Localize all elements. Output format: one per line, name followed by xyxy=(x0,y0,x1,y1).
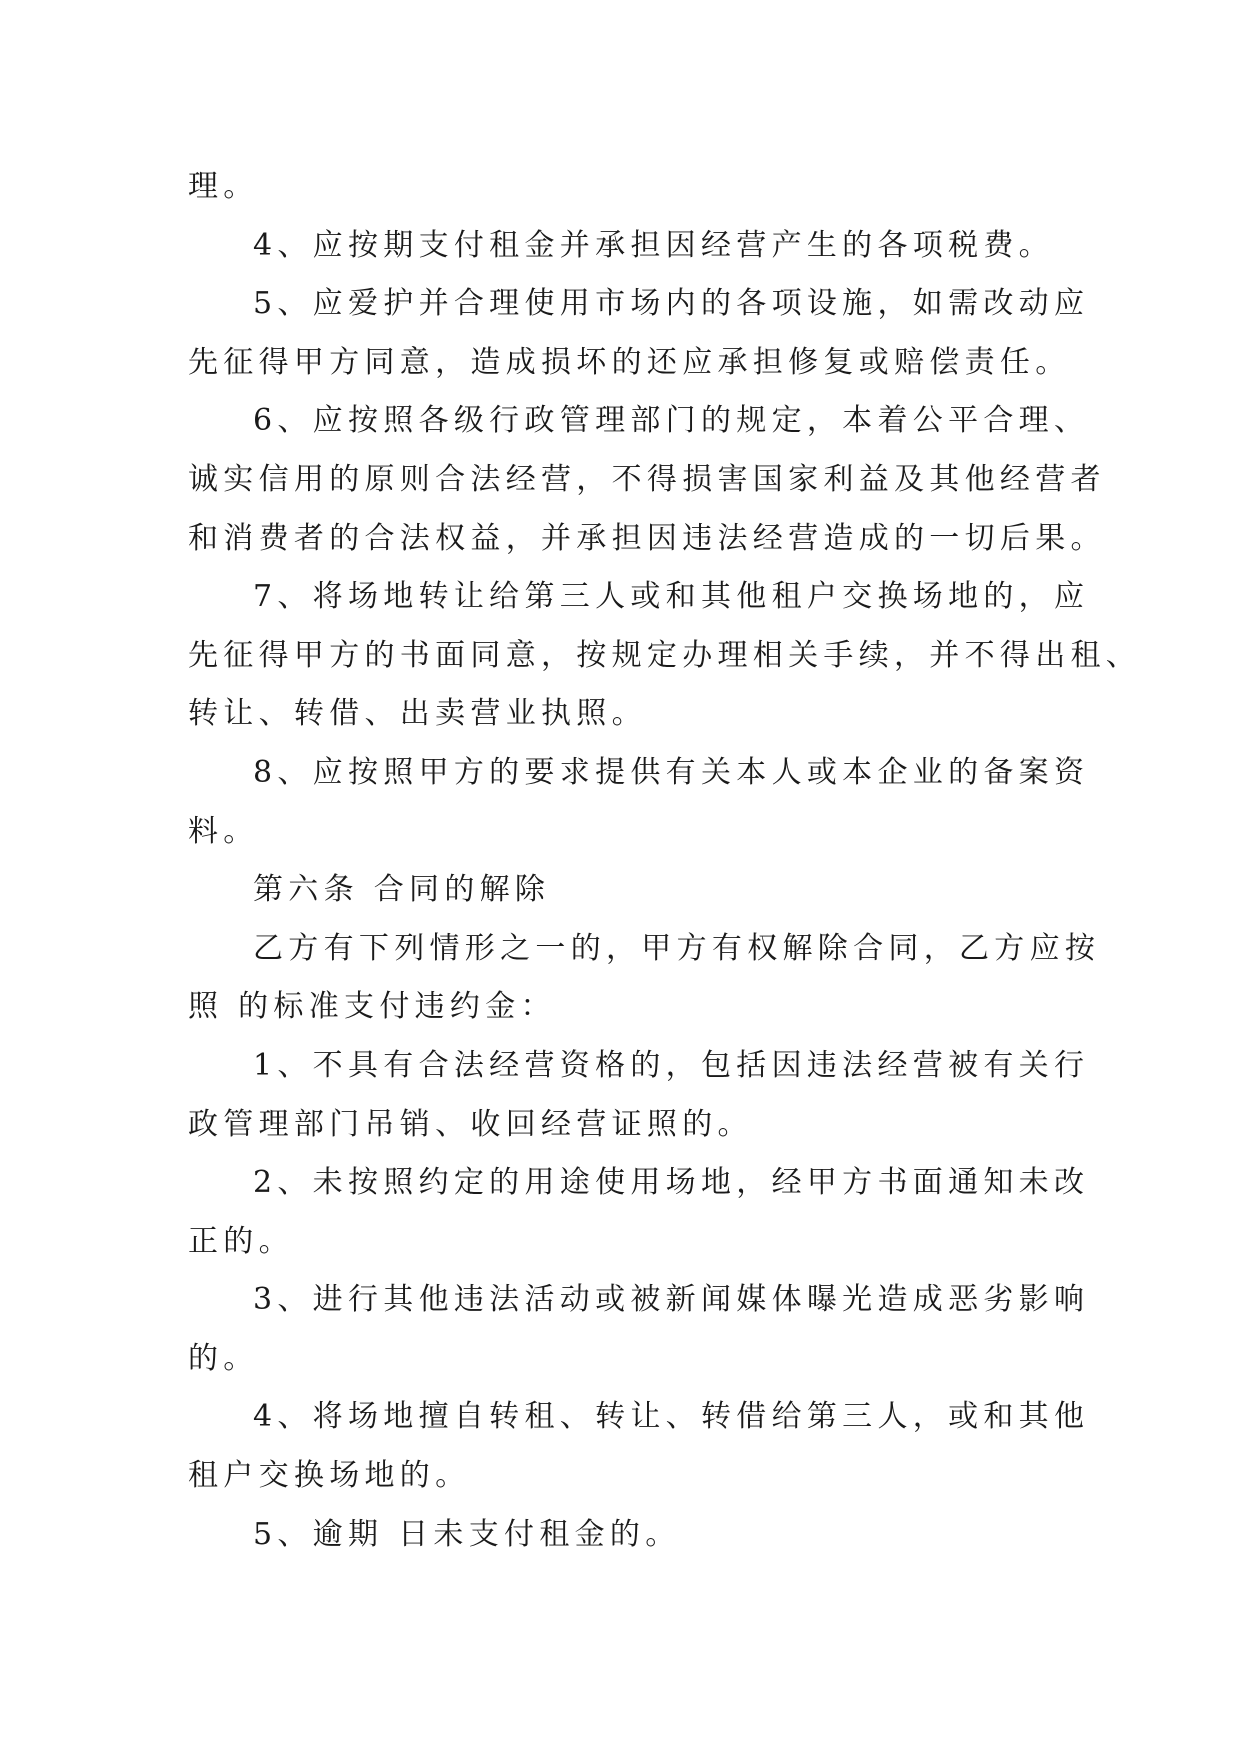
text-line: 理。 xyxy=(188,169,259,204)
text-line: 转让、转借、出卖营业执照。 xyxy=(188,696,647,732)
text-line: 先征得甲方同意，造成损坏的还应承担修复或赔偿责任。 xyxy=(188,344,1071,380)
text-line: 诚实信用的原则合法经营，不得损害国家利益及其他经营者 xyxy=(188,461,1106,497)
text-line: 租户交换场地的。 xyxy=(188,1458,471,1494)
text-line: 料。 xyxy=(188,813,259,849)
text-line: 1、不具有合法经营资格的，包括因违法经营被有关行 xyxy=(253,1047,1090,1083)
document-body xyxy=(188,158,1142,1564)
text-line: 照 的标准支付违约金： xyxy=(188,989,556,1025)
text-line: 5、应爱护并合理使用市场内的各项设施，如需改动应 xyxy=(253,286,1090,322)
text-line: 4、应按期支付租金并承担因经营产生的各项税费。 xyxy=(253,227,1054,263)
text-line: 2、未按照约定的用途使用场地，经甲方书面通知未改 xyxy=(253,1165,1090,1201)
text-line: 乙方有下列情形之一的，甲方有权解除合同，乙方应按 xyxy=(253,930,1101,966)
text-line: 3、进行其他违法活动或被新闻媒体曝光造成恶劣影响 xyxy=(253,1282,1090,1318)
text-line: 政管理部门吊销、收回经营证照的。 xyxy=(188,1106,753,1142)
text-line: 8、应按照甲方的要求提供有关本人或本企业的备案资 xyxy=(253,754,1090,790)
text-line: 的。 xyxy=(188,1340,259,1376)
text-line: 和消费者的合法权益，并承担因违法经营造成的一切后果。 xyxy=(188,520,1106,556)
section-heading: 第六条 合同的解除 xyxy=(253,872,551,908)
text-line: 先征得甲方的书面同意，按规定办理相关手续，并不得出租、 xyxy=(188,637,1142,673)
text-line: 5、逾期 日未支付租金的。 xyxy=(253,1516,681,1552)
text-line: 6、应按照各级行政管理部门的规定，本着公平合理、 xyxy=(253,403,1090,439)
text-line: 4、将场地擅自转租、转让、转借给第三人，或和其他 xyxy=(253,1399,1090,1435)
text-line: 7、将场地转让给第三人或和其他租户交换场地的，应 xyxy=(253,579,1090,615)
text-line: 正的。 xyxy=(188,1223,294,1259)
